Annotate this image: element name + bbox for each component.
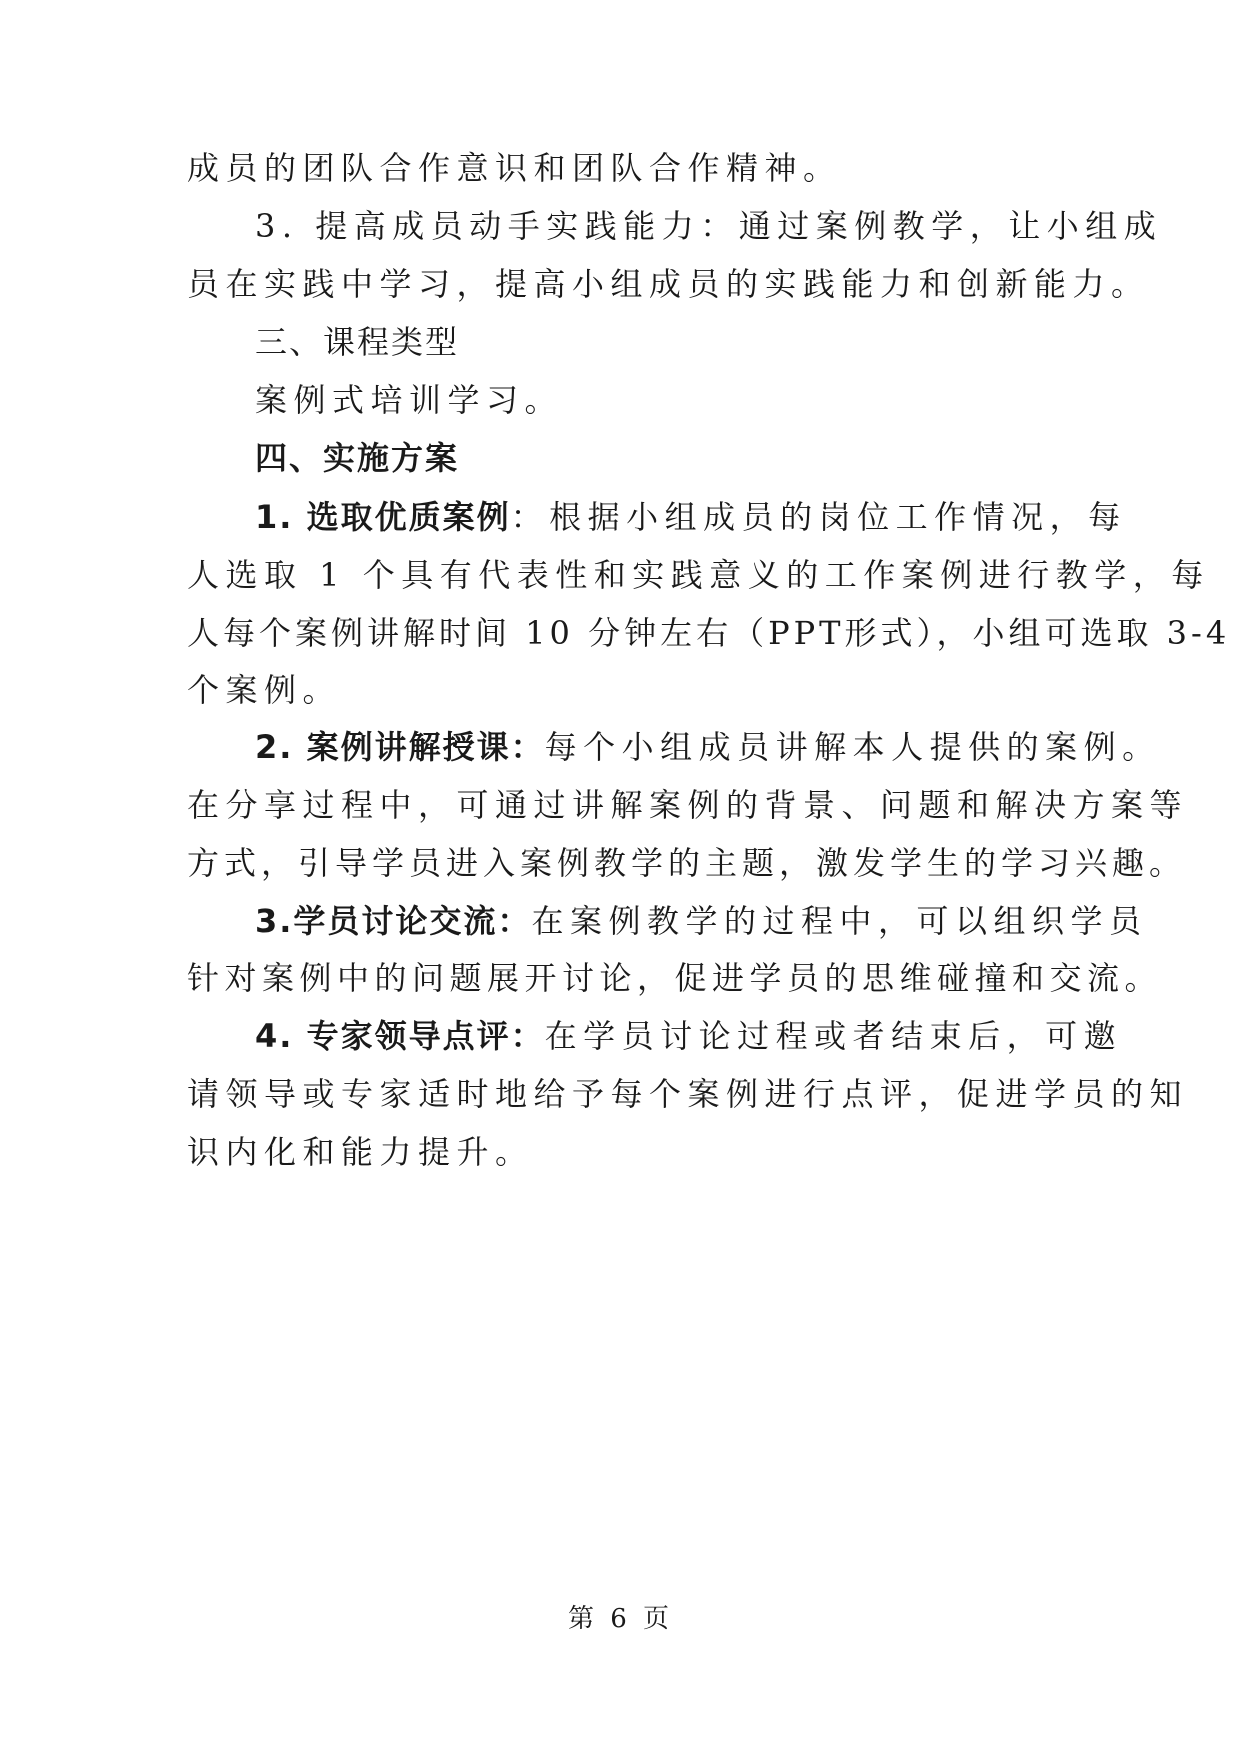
page-number: 第 6 页 xyxy=(567,1604,674,1634)
paragraph-line: 方式，引导学员进入案例教学的主题，激发学生的学习兴趣。 xyxy=(187,844,1187,882)
list-item-line xyxy=(255,727,1161,767)
paragraph-line: 请领导或专家适时地给予每个案例进行点评，促进学员的知 xyxy=(187,1075,1189,1113)
paragraph-line: 3. 提高成员动手实践能力：通过案例教学，让小组成 xyxy=(255,207,1163,245)
paragraph-line: 在分享过程中，可通过讲解案例的背景、问题和解决方案等 xyxy=(187,786,1189,824)
paragraph-line: 个案例。 xyxy=(187,671,342,709)
section-heading: 三、课程类型 xyxy=(255,323,460,361)
list-item-lead: 3.学员讨论交流： xyxy=(255,902,532,940)
paragraph-line: 人选取 1 个具有代表性和实践意义的工作案例进行教学，每 xyxy=(187,556,1210,594)
section-heading: 四、实施方案 xyxy=(255,439,460,477)
list-item-line xyxy=(255,901,1148,941)
paragraph-line: 案例式培训学习。 xyxy=(255,381,564,419)
paragraph-line: 员在实践中学习，提高小组成员的实践能力和创新能力。 xyxy=(187,265,1150,303)
list-item-text: ：根据小组成员的岗位工作情况，每 xyxy=(510,498,1127,536)
list-item-lead: 2. 案例讲解授课： xyxy=(255,728,545,766)
paragraph-line: 人每个案例讲解时间 10 分钟左右（PPT形式），小组可选取 3-4 xyxy=(187,614,1231,652)
list-item-line xyxy=(255,497,1127,537)
paragraph-line: 识内化和能力提升。 xyxy=(187,1133,534,1171)
paragraph-line: 成员的团队合作意识和团队合作精神。 xyxy=(187,149,842,187)
list-item-text: 每个小组成员讲解本人提供的案例。 xyxy=(544,728,1161,766)
paragraph-line: 针对案例中的问题展开讨论，促进学员的思维碰撞和交流。 xyxy=(187,959,1163,997)
list-item-line xyxy=(255,1016,1123,1056)
list-item-text: 在学员讨论过程或者结束后，可邀 xyxy=(544,1017,1123,1055)
list-item-lead: 4. 专家领导点评： xyxy=(255,1017,545,1055)
list-item-text: 在案例教学的过程中，可以组织学员 xyxy=(531,902,1148,940)
list-item-lead: 1. 选取优质案例 xyxy=(255,498,511,536)
